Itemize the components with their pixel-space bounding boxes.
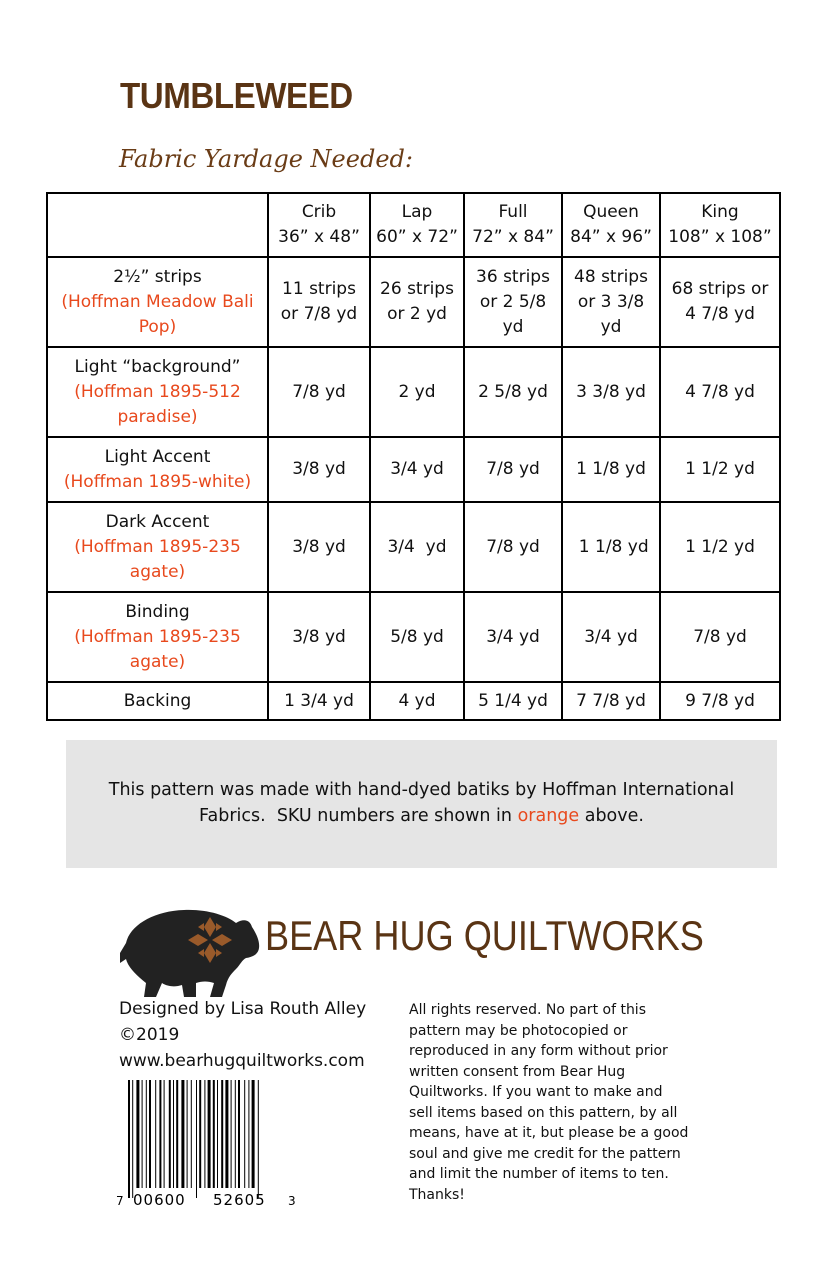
barcode-bar <box>231 1080 232 1188</box>
header-row <box>47 193 780 257</box>
barcode-bar <box>173 1080 174 1188</box>
size-header <box>268 193 370 257</box>
table-row <box>47 592 780 682</box>
yardage-cell: 7 7/8 yd <box>562 682 660 720</box>
barcode-bar <box>225 1080 228 1188</box>
barcode-bar <box>142 1080 143 1188</box>
yardage-cell: 3/8 yd <box>268 592 370 682</box>
yardage-cell: 4 7/8 yd <box>660 347 780 437</box>
barcode-bar <box>155 1080 156 1188</box>
fabric-sku: (Hoffman 1895-white) <box>63 471 252 492</box>
yardage-cell: 5/8 yd <box>370 592 464 682</box>
yardage-cell: 36 strips or 2 5/8 yd <box>464 257 562 347</box>
barcode-digit-last: 3 <box>288 1194 296 1208</box>
yardage-cell: 11 strips or 7/8 yd <box>268 257 370 347</box>
website-link[interactable]: www.bearhugquiltworks.com <box>119 1051 365 1071</box>
yardage-cell: 1 3/4 yd <box>268 682 370 720</box>
fabric-cell <box>47 437 268 502</box>
barcode-bar <box>146 1080 147 1188</box>
barcode-bar <box>217 1080 218 1188</box>
barcode-bar <box>248 1080 249 1188</box>
barcode-bar <box>169 1080 171 1188</box>
yardage-cell: 1 1/8 yd <box>562 437 660 502</box>
fabric-cell <box>47 502 268 592</box>
barcode-bar <box>199 1080 201 1188</box>
fabric-sku: (Hoffman 1895-512 paradise) <box>74 381 241 427</box>
barcode-bar <box>238 1080 240 1188</box>
note-line-2-start: Fabrics. SKU numbers are shown in <box>199 806 518 826</box>
barcode-bar <box>149 1080 151 1188</box>
yardage-cell: 26 strips or 2 yd <box>370 257 464 347</box>
yardage-heading: Fabric Yardage Needed: <box>119 145 413 173</box>
size-name: Queen <box>583 202 639 222</box>
size-dimensions: 84” x 96” <box>570 227 652 247</box>
yardage-cell: 7/8 yd <box>464 437 562 502</box>
yardage-cell: 1 1/8 yd <box>562 502 660 592</box>
size-name: King <box>701 202 739 222</box>
size-dimensions: 72” x 84” <box>472 227 554 247</box>
yardage-cell: 2 5/8 yd <box>464 347 562 437</box>
note-text <box>66 777 777 829</box>
fabric-sku: (Hoffman 1895-235 agate) <box>74 626 241 672</box>
barcode-bar <box>208 1080 211 1188</box>
yardage-cell: 7/8 yd <box>660 592 780 682</box>
yardage-cell: 7/8 yd <box>268 347 370 437</box>
yardage-cell: 3/8 yd <box>268 437 370 502</box>
fabric-cell <box>47 592 268 682</box>
pattern-title: TUMBLEWEED <box>120 75 353 116</box>
fabric-label: Binding <box>125 601 190 622</box>
fabric-note <box>66 740 777 868</box>
bear-silhouette <box>120 910 259 997</box>
fabric-label: Dark Accent <box>105 511 210 532</box>
table-row <box>47 257 780 347</box>
size-header <box>562 193 660 257</box>
designer-credit <box>119 996 366 1074</box>
barcode-bar <box>196 1080 197 1198</box>
barcode-bar <box>164 1080 165 1188</box>
table-row <box>47 347 780 437</box>
fabric-cell <box>47 682 268 720</box>
note-line-1: This pattern was made with hand-dyed batiks by Hoffman International <box>108 780 735 800</box>
size-header <box>464 193 562 257</box>
table-row <box>47 682 780 720</box>
yardage-cell: 7/8 yd <box>464 502 562 592</box>
size-dimensions: 60” x 72” <box>376 227 458 247</box>
yardage-cell: 4 yd <box>370 682 464 720</box>
barcode-bar <box>176 1080 178 1188</box>
size-name: Full <box>498 202 528 222</box>
barcode-bar <box>244 1080 245 1188</box>
fabric-label: 2½” strips <box>113 266 202 287</box>
barcode-digit-first: 7 <box>116 1194 124 1208</box>
size-dimensions: 36” x 48” <box>278 227 360 247</box>
brand-name: BEAR HUG QUILTWORKS <box>265 912 704 959</box>
yardage-cell: 1 1/2 yd <box>660 437 780 502</box>
bear-logo-icon <box>118 905 263 1001</box>
barcode-bar <box>258 1080 259 1198</box>
corner-cell <box>47 193 268 257</box>
yardage-table <box>46 192 781 721</box>
barcode-digits-left: 00600 <box>133 1191 186 1209</box>
note-line-2-end: above. <box>579 806 644 826</box>
barcode-bar <box>128 1080 130 1198</box>
barcode-icon <box>116 1080 301 1210</box>
yardage-cell: 9 7/8 yd <box>660 682 780 720</box>
rights-notice: All rights reserved. No part of this pattern may be photocopied or reproduced in any form without prior written consent from Bear Hug Quiltworks. If you want to make and sell items based on this pattern, by all means, have at it, but please be a good soul and give me credit for the pattern and limit the number of items to ten. Thanks! <box>409 1002 689 1203</box>
barcode-bar <box>213 1080 215 1188</box>
note-highlight: orange <box>517 806 580 826</box>
designer-name: Designed by Lisa Routh Alley <box>119 999 367 1019</box>
yardage-cell: 68 strips or 4 7/8 yd <box>660 257 780 347</box>
barcode-bar <box>132 1080 133 1198</box>
yardage-cell: 3/8 yd <box>268 502 370 592</box>
barcode-bar <box>187 1080 188 1188</box>
size-header <box>660 193 780 257</box>
barcode-bar <box>191 1080 192 1188</box>
yardage-cell: 3/4 yd <box>370 502 464 592</box>
copyright-year: ©2019 <box>119 1025 180 1045</box>
barcode-bar <box>159 1080 161 1188</box>
barcode-bar <box>204 1080 205 1188</box>
barcode-bar <box>136 1080 139 1188</box>
barcode-bar <box>252 1080 255 1188</box>
yardage-cell: 48 strips or 3 3/8 yd <box>562 257 660 347</box>
barcode-bars <box>128 1080 259 1198</box>
barcode-bar <box>235 1080 236 1188</box>
yardage-cell: 2 yd <box>370 347 464 437</box>
fabric-cell <box>47 347 268 437</box>
table-row <box>47 437 780 502</box>
size-dimensions: 108” x 108” <box>668 227 772 247</box>
fabric-label: Backing <box>123 690 192 711</box>
size-name: Crib <box>301 202 337 222</box>
barcode-digits-right: 52605 <box>213 1191 266 1209</box>
fabric-cell <box>47 257 268 347</box>
barcode-bar <box>181 1080 184 1188</box>
fabric-sku: (Hoffman 1895-235 agate) <box>74 536 241 582</box>
fabric-label: Light Accent <box>104 446 211 467</box>
barcode-bar <box>221 1080 223 1188</box>
fabric-sku: (Hoffman Meadow Bali Pop) <box>61 291 254 337</box>
yardage-cell: 3/4 yd <box>370 437 464 502</box>
yardage-cell: 3 3/8 yd <box>562 347 660 437</box>
table-row <box>47 502 780 592</box>
yardage-cell: 1 1/2 yd <box>660 502 780 592</box>
size-header <box>370 193 464 257</box>
yardage-cell: 3/4 yd <box>562 592 660 682</box>
size-name: Lap <box>401 202 433 222</box>
yardage-cell: 3/4 yd <box>464 592 562 682</box>
yardage-cell: 5 1/4 yd <box>464 682 562 720</box>
fabric-label: Light “background” <box>74 356 241 377</box>
